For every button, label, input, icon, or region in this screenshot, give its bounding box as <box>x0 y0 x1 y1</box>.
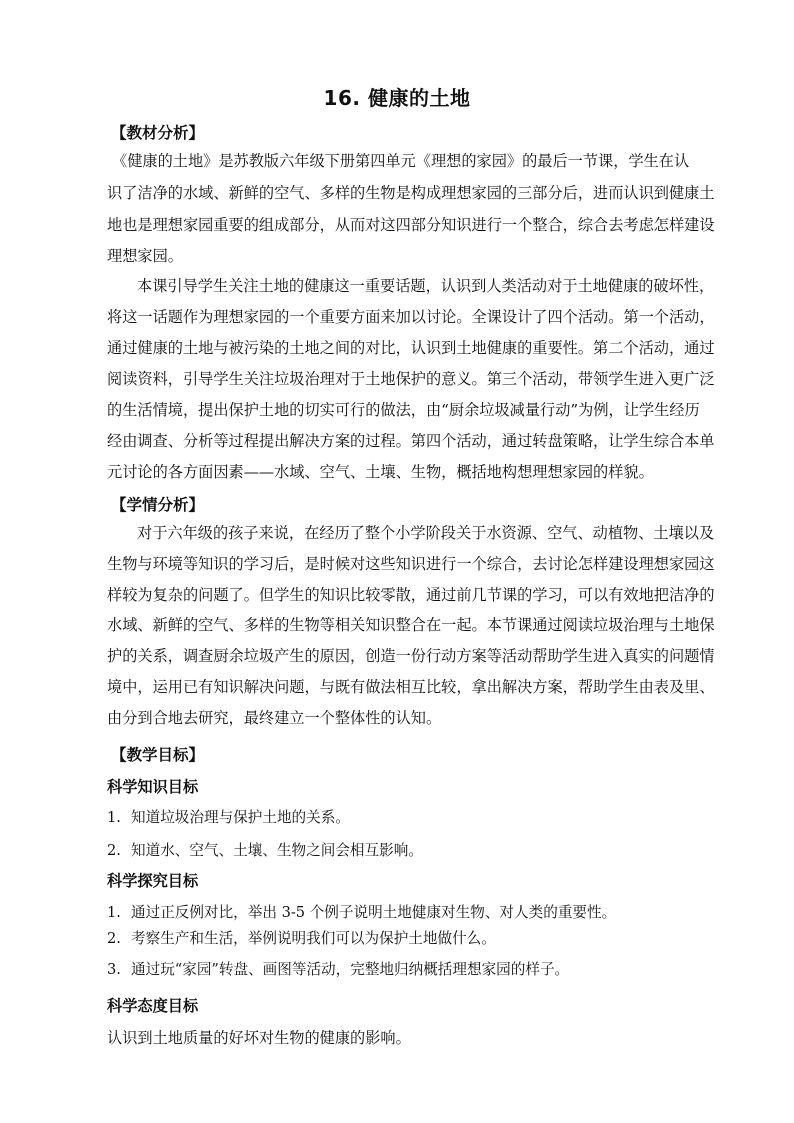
page-title: 16. 健康的土地 <box>323 86 471 110</box>
list-item <box>107 840 423 862</box>
sub-heading-inquiry-goals: 科学探究目标 <box>107 872 199 890</box>
list-item-text: 考察生产和生活，举例说明我们可以为保护土地做什么。 <box>131 930 496 947</box>
section-heading-teaching-goals: 【教学目标】 <box>111 746 205 764</box>
list-item-text: 通过玩“家园”转盘、画图等活动，完整地归纳概括理想家园的样子。 <box>131 961 570 978</box>
paragraph-line: 将这一话题作为理想家园的一个重要方面来加以讨论。全课设计了四个活动。第一个活动， <box>107 308 715 326</box>
paragraph-line: 本课引导学生关注土地的健康这一重要话题，认识到人类活动对于土地健康的破坏性， <box>137 277 715 295</box>
paragraph-line: 的生活情境，提出保护土地的切实可行的做法，由“厨余垃圾减量行动”为例，让学生经历 <box>107 401 700 419</box>
section-heading-material-analysis: 【教材分析】 <box>111 124 205 142</box>
paragraph-line: 元讨论的各方面因素——水域、空气、土壤、生物，概括地构想理想家园的样貌。 <box>107 463 654 481</box>
paragraph-line: 样较为复杂的问题了。但学生的知识比较零散，通过前几节课的学习，可以有效地把洁净的 <box>107 586 715 604</box>
list-item-number: 1. <box>107 904 121 921</box>
paragraph-line: 对于六年级的孩子来说，在经历了整个小学阶段关于水资源、空气、动植物、土壤以及 <box>137 524 715 542</box>
list-item <box>107 902 616 924</box>
paragraph-line: 水域、新鲜的空气、多样的生物等相关知识整合在一起。本节课通过阅读垃圾治理与土地保 <box>107 616 715 634</box>
paragraph-line: 境中，运用已有知识解决问题，与既有做法相互比较，拿出解决方案，帮助学生由表及里、 <box>107 678 715 696</box>
list-item-text: 知道垃圾治理与保护土地的关系。 <box>131 809 350 826</box>
paragraph-line: 地也是理想家园重要的组成部分，从而对这四部分知识进行一个整合，综合去考虑怎样建设 <box>107 216 715 234</box>
sub-heading-attitude-goals: 科学态度目标 <box>107 997 199 1015</box>
list-item-number: 1. <box>107 809 121 826</box>
paragraph-line: 通过健康的土地与被污染的土地之间的对比，认识到土地健康的重要性。第二个活动，通过 <box>107 339 715 357</box>
paragraph-line: 由分到合地去研究，最终建立一个整体性的认知。 <box>107 709 442 727</box>
list-item-number: 2. <box>107 842 121 859</box>
list-item-text: 知道水、空气、土壤、生物之间会相互影响。 <box>131 842 423 859</box>
paragraph-line: 认识到土地质量的好坏对生物的健康的影响。 <box>107 1029 411 1047</box>
paragraph-line: 理想家园。 <box>107 247 183 265</box>
section-heading-learner-analysis: 【学情分析】 <box>111 496 205 514</box>
list-item <box>107 928 496 950</box>
list-item <box>107 959 569 981</box>
list-item-number: 3. <box>107 961 121 978</box>
list-item-number: 2. <box>107 930 121 947</box>
sub-heading-knowledge-goals: 科学知识目标 <box>107 778 199 796</box>
paragraph-line: 阅读资料，引导学生关注垃圾治理对于土地保护的意义。第三个活动，带领学生进入更广泛 <box>107 370 715 388</box>
paragraph-line: 经由调查、分析等过程提出解决方案的过程。第四个活动，通过转盘策略，让学生综合本单 <box>107 432 715 450</box>
list-item <box>107 807 350 829</box>
list-item-text: 通过正反例对比，举出 3-5 个例子说明土地健康对生物、对人类的重要性。 <box>131 904 617 921</box>
paragraph-line: 识了洁净的水域、新鲜的空气、多样的生物是构成理想家园的三部分后，进而认识到健康土 <box>107 184 715 202</box>
paragraph-line: 《健康的土地》是苏教版六年级下册第四单元《理想的家园》的最后一节课，学生在认 <box>112 152 690 170</box>
paragraph-line: 护的关系，调查厨余垃圾产生的原因，创造一份行动方案等活动帮助学生进入真实的问题情 <box>107 647 715 665</box>
paragraph-line: 生物与环境等知识的学习后，是时候对这些知识进行一个综合，去讨论怎样建设理想家园这 <box>107 555 715 573</box>
